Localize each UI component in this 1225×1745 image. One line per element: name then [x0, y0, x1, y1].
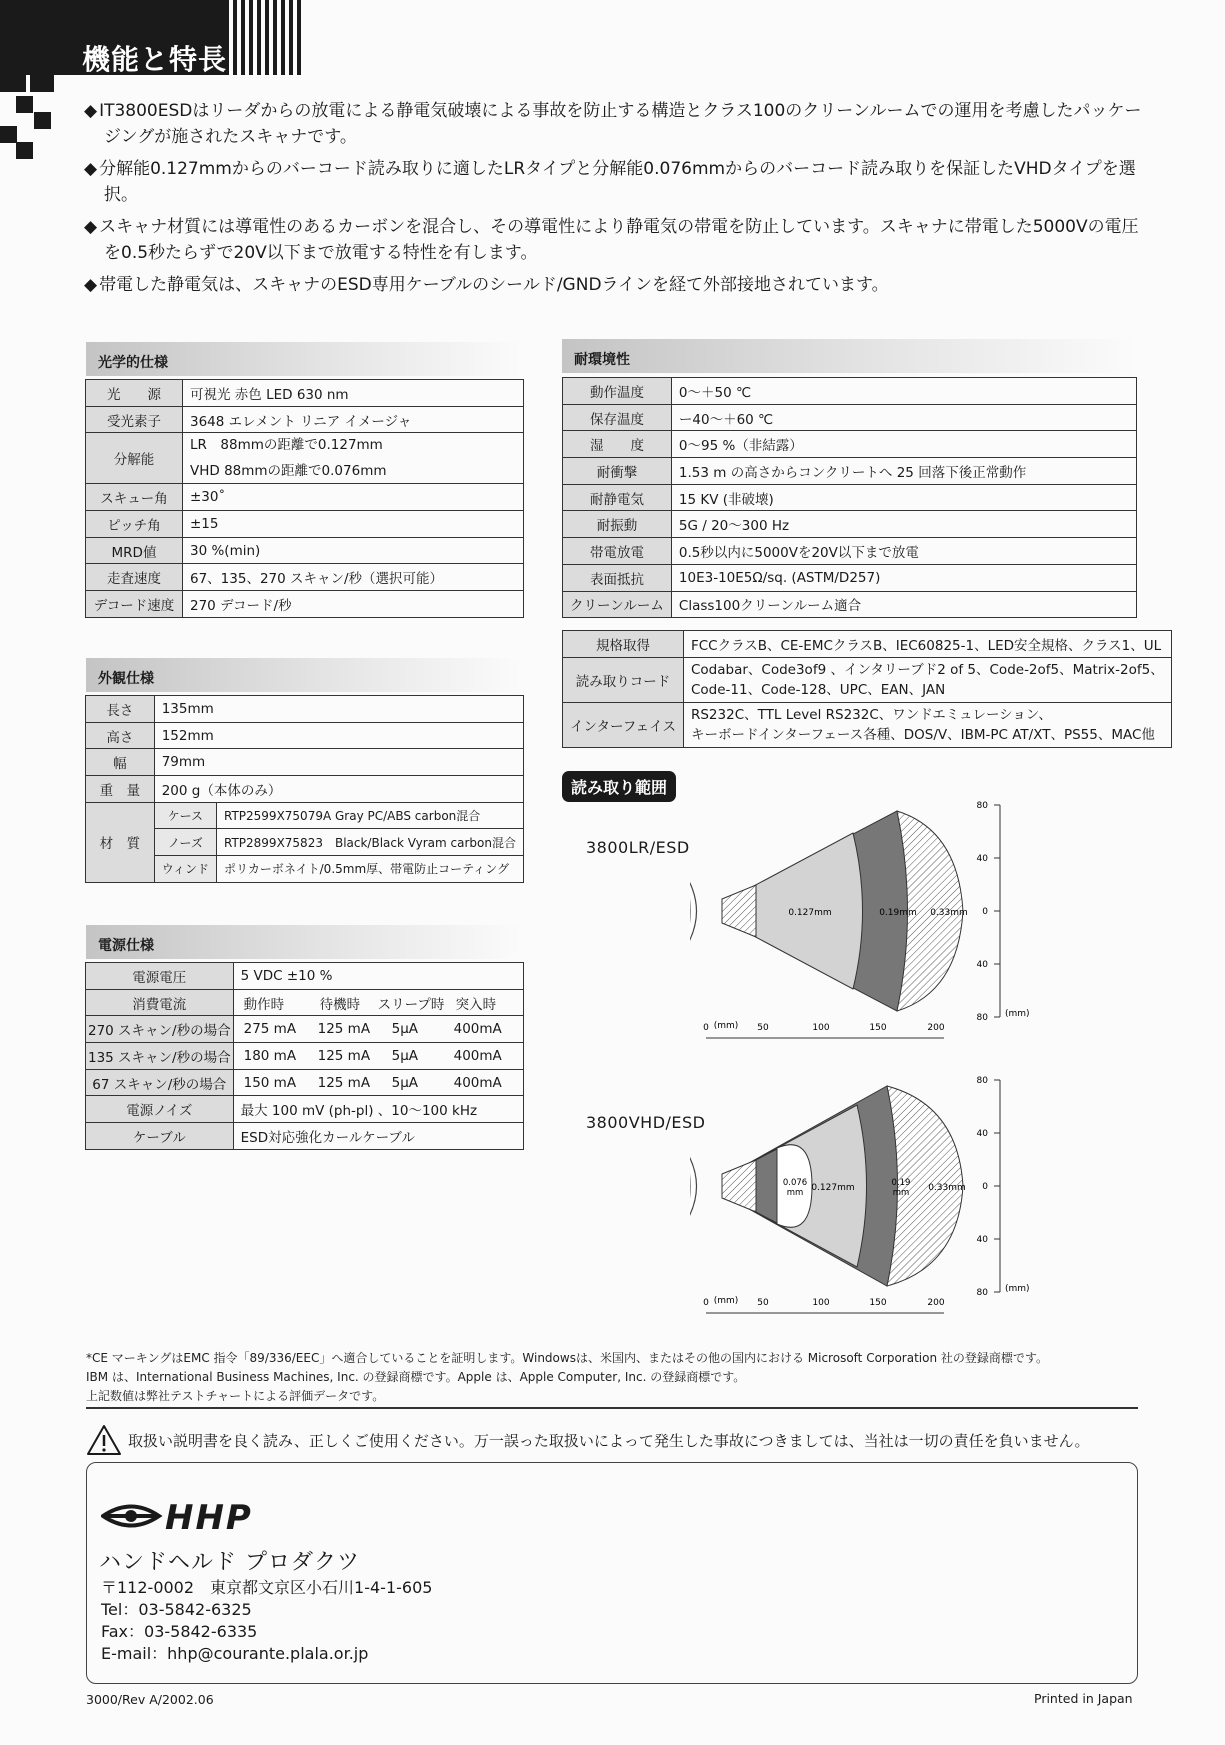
- material-value: RTP2899X75823 Black/Black Vyram carbon混合: [217, 829, 524, 856]
- standards-table: [562, 630, 1172, 748]
- y-tick-label: 40: [976, 1235, 988, 1245]
- spec-key: 帯電放電: [563, 538, 672, 565]
- table-row: [563, 511, 1137, 538]
- zone-label: 0.076: [782, 1178, 808, 1188]
- spec-value: 1.53 m の高さからコンクリートへ 25 回落下後正常動作: [671, 458, 1136, 485]
- table-row: [563, 431, 1137, 458]
- y-unit-label: (mm): [1005, 1284, 1030, 1294]
- code-line: Codabar、Code3of9 、インタリーブド2 of 5、Code-2of5、Matrix-2of5、: [690, 661, 1164, 678]
- spec-value: Class100クリーンルーム適合: [671, 591, 1136, 618]
- x-tick-label: 200: [927, 1023, 945, 1033]
- near-zone: [722, 885, 756, 937]
- table-row: [563, 702, 1172, 747]
- header-stripe-pattern: [225, 0, 305, 75]
- footnote-line: IBM は、International Business Machines, Inc. の登録商標です。Apple は、Apple Computer, Inc. の登録商標です。: [86, 1370, 746, 1384]
- spec-value: ±15: [183, 511, 524, 538]
- x-tick-label: 50: [757, 1023, 769, 1033]
- decor-square: [30, 75, 54, 92]
- table-row: [86, 1043, 524, 1070]
- table-row: [86, 989, 524, 1016]
- table-row: [563, 591, 1137, 618]
- x-tick-label: 150: [869, 1023, 887, 1033]
- current-value: 125 mA: [317, 1047, 371, 1064]
- spec-key: 動作温度: [563, 378, 672, 405]
- table-row: [86, 433, 524, 484]
- near-zone: [722, 1160, 756, 1212]
- spec-key: 規格取得: [563, 631, 684, 658]
- y-tick-label: 0: [982, 907, 988, 917]
- code-line: Code-11、Code-128、UPC、EAN、JAN: [690, 681, 946, 698]
- y-ticks: [994, 805, 1000, 1017]
- current-value: 400mA: [453, 1074, 502, 1091]
- y-tick-label: 80: [976, 1076, 988, 1086]
- current-value: 180 mA: [243, 1047, 297, 1064]
- decor-square: [16, 142, 33, 159]
- divider: [86, 1407, 1138, 1409]
- spec-value: 152mm: [154, 722, 523, 749]
- table-row: [86, 380, 524, 407]
- scanner-window-icon: [690, 874, 697, 949]
- table-row: [86, 776, 524, 803]
- print-info: Printed in Japan: [1034, 1691, 1133, 1706]
- x-tick-label: 0: [703, 1023, 709, 1033]
- reading-range-title: 読み取り範囲: [562, 771, 676, 802]
- current-value: 5μA: [391, 1074, 419, 1091]
- current-value: 5μA: [391, 1047, 419, 1064]
- spec-key: スキュー角: [86, 484, 183, 511]
- spec-value: 135mm: [154, 696, 523, 723]
- table-row: [563, 404, 1137, 431]
- footnote-line: *CE マーキングはEMC 指令「89/336/EEC」へ適合していることを証明します。Windowsは、米国内、またはその他の国内における Microsoft Corporation 社の登録商標です。: [86, 1351, 1048, 1365]
- y-tick-label: 40: [976, 1129, 988, 1139]
- y-tick-label: 40: [976, 854, 988, 864]
- spec-value: 最大 100 mV (ph-pl) 、10〜100 kHz: [233, 1096, 523, 1123]
- current-value: 125 mA: [317, 1074, 371, 1091]
- spec-key: 読み取りコード: [563, 657, 684, 702]
- table-row: [563, 484, 1137, 511]
- spec-value: 可視光 赤色 LED 630 nm: [183, 380, 524, 407]
- spec-value: 79mm: [154, 749, 523, 776]
- lr-range-diagram: [690, 795, 1070, 1040]
- vhd-range-diagram: [690, 1070, 1070, 1315]
- spec-key: デコード速度: [86, 591, 183, 618]
- current-value: 400mA: [453, 1021, 502, 1038]
- material-part: ケース: [154, 802, 216, 829]
- table-row: [86, 1123, 524, 1150]
- table-row: [86, 1016, 524, 1043]
- spec-value: ±30˚: [183, 484, 524, 511]
- spec-key: 湿 度: [563, 431, 672, 458]
- spec-key: ピッチ角: [86, 511, 183, 538]
- current-values: [233, 1069, 523, 1096]
- table-row: [86, 802, 524, 829]
- spec-value: 200 g（本体のみ）: [154, 776, 523, 803]
- spec-key: 受光素子: [86, 406, 183, 433]
- spec-key: 耐振動: [563, 511, 672, 538]
- table-row: [563, 538, 1137, 565]
- feature-list: [84, 98, 1144, 304]
- optical-section-title: 光学的仕様: [86, 342, 522, 376]
- address: 〒112-0002 東京都文京区小石川1-4-1-605: [101, 1578, 433, 1597]
- spec-key: 270 スキャン/秒の場合: [86, 1016, 234, 1043]
- table-row: [86, 406, 524, 433]
- spec-key: 電源ノイズ: [86, 1096, 234, 1123]
- spec-value: 270 デコード/秒: [183, 591, 524, 618]
- page-title: 機能と特長: [82, 43, 228, 76]
- email[interactable]: E-mail：hhp@courante.plala.or.jp: [101, 1644, 369, 1663]
- vhd-model-label: 3800VHD/ESD: [586, 1113, 706, 1132]
- table-row: [86, 591, 524, 618]
- fax: Fax：03-5842-6335: [101, 1622, 258, 1641]
- interface-line: RS232C、TTL Level RS232C、ワンドエミュレーション、: [690, 706, 1052, 723]
- spec-value: 0〜＋50 ℃: [671, 378, 1136, 405]
- x-unit-label: (mm): [713, 1296, 739, 1306]
- table-row: [563, 657, 1172, 702]
- x-tick-label: 100: [812, 1298, 830, 1308]
- col-sleep: スリープ時: [377, 996, 445, 1013]
- spec-key: インターフェイス: [563, 702, 684, 747]
- decor-square: [0, 126, 17, 143]
- environment-spec-table: [562, 377, 1137, 618]
- y-tick-label: 0: [982, 1182, 988, 1192]
- warning-text: 取扱い説明書を良く読み、正しくご使用ください。万一誤った取扱いによって発生した事故につきましては、当社は一切の責任を負いません。: [128, 1431, 1090, 1450]
- zone-label: 0.127mm: [788, 908, 832, 918]
- col-inrush: 突入時: [455, 996, 497, 1013]
- optical-spec-table: [85, 379, 524, 618]
- power-spec-table: [85, 962, 524, 1150]
- zone-label: mm: [892, 1188, 910, 1198]
- x-tick-label: 150: [869, 1298, 887, 1308]
- spec-key: 67 スキャン/秒の場合: [86, 1069, 234, 1096]
- appearance-section-title: 外観仕様: [86, 658, 522, 692]
- phone: Tel：03-5842-6325: [101, 1600, 252, 1619]
- table-row: [86, 749, 524, 776]
- table-row: [86, 722, 524, 749]
- scanner-window-icon: [690, 1149, 697, 1224]
- table-row: [86, 696, 524, 723]
- spec-key: 重 量: [86, 776, 155, 803]
- current-value: 125 mA: [317, 1021, 371, 1038]
- material-value: ポリカーボネイト/0.5mm厚、帯電防止コーティング: [217, 856, 524, 883]
- spec-value: FCCクラスB、CE-EMCクラスB、IEC60825-1、LED安全規格、クラス1、UL: [683, 631, 1171, 658]
- feature-item: ◆ 分解能0.127mmからのバーコード読み取りに適したLRタイプと分解能0.076mmからのバーコード読み取りを保証したVHDタイプを選択。: [84, 156, 1144, 208]
- table-row: [563, 378, 1137, 405]
- environment-section-title: 耐環境性: [562, 339, 1136, 373]
- table-row: [86, 537, 524, 564]
- spec-key: 光 源: [86, 380, 183, 407]
- lr-model-label: 3800LR/ESD: [586, 838, 690, 857]
- spec-value: 0.5秒以内に5000Vを20V以下まで放電: [671, 538, 1136, 565]
- table-row: [86, 511, 524, 538]
- spec-key: 耐衝撃: [563, 458, 672, 485]
- spec-value: 0〜95 %（非結露）: [671, 431, 1136, 458]
- spec-value: [683, 657, 1171, 702]
- spec-value: ESD対応強化カールケーブル: [233, 1123, 523, 1150]
- feature-item: ◆ IT3800ESDはリーダからの放電による静電気破壊による事故を防止する構造とクラス100のクリーンルームでの運用を考慮したパッケージングが施されたスキャナです。: [84, 98, 1144, 150]
- table-row: [563, 564, 1137, 591]
- spec-key: 表面抵抗: [563, 564, 672, 591]
- table-row: [563, 458, 1137, 485]
- decor-square: [16, 96, 33, 113]
- x-tick-label: 100: [812, 1023, 830, 1033]
- zone-label: 0.33mm: [928, 1183, 966, 1193]
- spec-key: MRD値: [86, 537, 183, 564]
- y-ticks: [994, 1080, 1000, 1292]
- resolution-vhd: VHD 88mmの距離で0.076mm: [190, 463, 387, 480]
- warning-notice: [86, 1424, 1090, 1456]
- spec-value: [683, 702, 1171, 747]
- power-section-title: 電源仕様: [86, 925, 522, 959]
- zone-label: 0.19mm: [879, 908, 917, 918]
- spec-value: 30 %(min): [183, 537, 524, 564]
- spec-key: ケーブル: [86, 1123, 234, 1150]
- spec-value: 5G / 20〜300 Hz: [671, 511, 1136, 538]
- interface-line: キーボードインターフェース各種、DOS/V、IBM-PC AT/XT、PS55、MAC他: [690, 726, 1155, 743]
- y-unit-label: (mm): [1005, 1009, 1030, 1019]
- table-row: [86, 484, 524, 511]
- spec-key: 材 質: [86, 802, 155, 882]
- zone-label: 0.127mm: [811, 1183, 855, 1193]
- spec-value: 3648 エレメント リニア イメージャ: [183, 406, 524, 433]
- spec-key: 高さ: [86, 722, 155, 749]
- spec-key: 幅: [86, 749, 155, 776]
- table-row: [86, 963, 524, 990]
- zone-label: 0.33mm: [930, 908, 968, 918]
- current-values: [233, 1016, 523, 1043]
- spec-key: 保存温度: [563, 404, 672, 431]
- spec-key: 電源電圧: [86, 963, 234, 990]
- material-part: ノーズ: [154, 829, 216, 856]
- spec-value: 10E3-10E5Ω/sq. (ASTM/D257): [671, 564, 1136, 591]
- hhp-logo: [101, 1499, 311, 1533]
- feature-item: ◆ スキャナ材質には導電性のあるカーボンを混合し、その導電性により静電気の帯電を防止しています。スキャナに帯電した5000Vの電圧を0.5秒たらずで20V以下まで放電する特性を有します。: [84, 214, 1144, 266]
- current-values: [233, 1043, 523, 1070]
- spec-key: 耐静電気: [563, 484, 672, 511]
- revision-info: 3000/Rev A/2002.06: [86, 1692, 214, 1707]
- spec-value: ー40〜＋60 ℃: [671, 404, 1136, 431]
- logo-text: HHP: [165, 1499, 253, 1533]
- col-standby: 待機時: [319, 996, 361, 1013]
- table-row: [563, 631, 1172, 658]
- x-tick-label: 50: [757, 1298, 769, 1308]
- spec-key: 分解能: [86, 433, 183, 484]
- current-header: [233, 989, 523, 1016]
- table-row: [86, 1069, 524, 1096]
- table-row: [86, 564, 524, 591]
- current-value: 5μA: [391, 1021, 419, 1038]
- material-value: RTP2599X75079A Gray PC/ABS carbon混合: [217, 802, 524, 829]
- spec-key: 135 スキャン/秒の場合: [86, 1043, 234, 1070]
- y-tick-label: 80: [976, 1013, 988, 1023]
- decor-square: [34, 112, 51, 129]
- spec-key: 長さ: [86, 696, 155, 723]
- spec-key: クリーンルーム: [563, 591, 672, 618]
- contact-details: [101, 1577, 432, 1665]
- spec-key: 走査速度: [86, 564, 183, 591]
- x-tick-label: 0: [703, 1298, 709, 1308]
- y-tick-label: 80: [976, 1288, 988, 1298]
- decor-square: [0, 75, 26, 92]
- footnote: [86, 1349, 1048, 1406]
- zone-label: 0.19: [891, 1178, 911, 1188]
- zone-label: mm: [786, 1188, 804, 1198]
- current-value: 275 mA: [243, 1021, 297, 1038]
- material-part: ウィンド: [154, 856, 216, 883]
- spec-value: 67、135、270 スキャン/秒（選択可能）: [183, 564, 524, 591]
- spec-value: 5 VDC ±10 %: [233, 963, 523, 990]
- appearance-spec-table: [85, 695, 524, 883]
- footnote-line: 上記数値は弊社テストチャートによる評価データです。: [86, 1389, 385, 1403]
- spec-key: 消費電流: [86, 989, 234, 1016]
- table-row: [86, 1096, 524, 1123]
- col-active: 動作時: [243, 996, 285, 1013]
- current-value: 400mA: [453, 1047, 502, 1064]
- company-name: ハンドヘルド プロダクツ: [99, 1550, 360, 1575]
- x-unit-label: (mm): [713, 1021, 739, 1031]
- contact-box: [86, 1462, 1138, 1684]
- current-value: 150 mA: [243, 1074, 297, 1091]
- resolution-lr: LR 88mmの距離で0.127mm: [190, 437, 383, 454]
- warning-icon: [86, 1424, 122, 1456]
- dark-near-zone: [756, 1149, 777, 1223]
- spec-value: 15 KV (非破壊): [671, 484, 1136, 511]
- y-tick-label: 40: [976, 960, 988, 970]
- spec-value: [183, 433, 524, 484]
- y-tick-label: 80: [976, 801, 988, 811]
- x-tick-label: 200: [927, 1298, 945, 1308]
- feature-item: ◆ 帯電した静電気は、スキャナのESD専用ケーブルのシールド/GNDラインを経て外部接地されています。: [84, 272, 1144, 298]
